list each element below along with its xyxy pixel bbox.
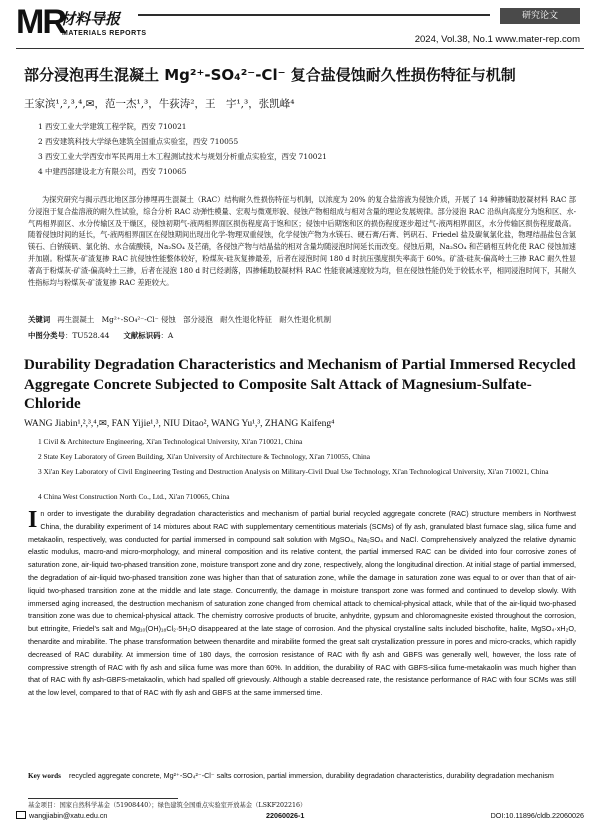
journal-name-en: MATERIALS REPORTS: [62, 30, 147, 37]
english-abstract-text: n order to investigate the durability degradation characteristics and mechanism of partial burial recycled aggregate concrete (RAC) structure members in Northwest China, the durability experiment of 14 mixtures about RAC with supplementary cementitious materials (SCMs) of fly ash, granulated blast furnace slag, silica fume and metakaolin, respectively, was conducted for partial immersed in compound salt solution with MgSO₄, Na₂SO₄ and NaCl. Comprehensively analyzed the relative dynamic elastic modulus, macro-and micro-morphology, and mineral composition and its relative content, the partial immersed RAC can be divided into four corrosive zones of saturation zone, air-liquid two-phased transition zone, moisture transport zone and dry zone, respectively, along the longitudinal direction. At initial stage of partial immersed, the degradation of air-liquid two-phased transition zone was higher than that of saturation zone, while the damage in saturation zone was equal to or over than that of air-liquid two-phased transition zone at the middle and late stage. Concurrently, the damage in moisture transport zone was formed and continued to develop slowly. With immersed aging increased, the destruction mechanism of saturation zone changed from chemical attack to chemical-physical attack, while that of the air-liquid two-phased transition zone was due to chemical-physical attack. The chemistry corrosive products of brucite, anhydrite, gypsum and chloromagnesite existed throughout the corrosion, but ettringite, Friedel's salt and Mg₁₀(OH)₁₈Cl₂·5H₂O disappeared at the late stage of corrosion. And the physical crystalline salts included bischofite, halite, MgSO₄·xH₂O, thenardite and mirabilite. The phase transformation between thenardite and mirabilite formed the great salt crystallization pressure in pores and micro-cracks, which rapidly decreased of RAC durability. At immersion time of 180 days, the corrosion resistance of RAC with fly ash and GBFS was generally well, however, the loss rate of compressive strength of RAC with fly ash and silica fume was more than 60%. In addition, the durability of RAC with GBFS-silica fume-metakaolin was much higher than that of RAC with fly ash-GBFS-metakaolin, which had spalled off grievously. Although a stable decreased rate, the resistance performance of RAC with four SCMs was still at the low level, compared to that of RAC with fly ash and GBFS at the same immersed time.: [28, 509, 576, 698]
chinese-abstract: 为探究研究与揭示西北地区部分掺埋再生混凝土（RAC）结构耐久性损伤特征与机制，以浓度为 20% 的复合盐溶液为侵蚀介质，开展了 14 种掺辅助胶凝材料 RAC 部分浸泡于复合盐溶液的耐久性试验，综合分析 RAC 动弹性模量、宏观与微观形貌、侵蚀产物相组成与相对含量的理论发展规律。部分浸泡 RAC 沿纵向高度分为饱和区、水-气两相界面区、水分传输区及干燥区，侵蚀初期气-液两相界面区损伤程度高于饱和区；侵蚀中后期饱和区的损伤程度逐步超过气-液两相界面区，水分传输区损伤程度最高。随着侵蚀时间的延长，气-液两相界面区在侵蚀期间出现出化学-物理双重侵蚀，化学侵蚀产物为水镁石、硬石膏/石膏、钙矾石、Friedel 盐及碳氧氯化盐，物理结晶盐包含氯镁石、白钠镁矾、氯化钠、水合硫酸镁，Na₂SO₄ 及芒硝，各侵蚀产物与结晶盐的相对含量均随浸泡时间延长而改变。侵蚀后期，Na₂SO₄ 和芒硝相互转化使 RAC 侵蚀加速并加剧。粉煤灰-矿渣复掺 RAC 抗侵蚀性能整体较好，粉煤灰-硅灰复掺最差，后者在浸泡时间 180 d 时抗压强度损失率高于 60%。矿渣-硅灰-偏高岭土三掺 RAC 耐久性显著高于粉煤灰-矿渣-偏高岭土三掺，后者在浸泡 180 d 时已经剥落，四掺辅助胶凝材料 RAC 性能衰减速度较为均，但在侵蚀性能仍处于较低水平，相同浸泡时间下，其耐久性指标均与粉煤灰-矿渣复掺 RAC 差距较大。: [28, 195, 576, 287]
english-keywords-text: recycled aggregate concrete, Mg²⁺-SO₄²⁻-Cl⁻ salts corrosion, partial immersion, durability degradation characteristics, durability degradation mechanism: [68, 771, 554, 780]
header-rule: [138, 14, 490, 16]
doc-code-label: 文献标识码: [123, 331, 161, 340]
english-affiliation-4: 4 China West Construction North Co., Ltd., Xi'an 710065, China: [38, 492, 230, 501]
chinese-affiliation-3: 3 西安工业大学西安市军民两用土木工程测试技术与规划分析重点实验室，西安 710021: [38, 152, 327, 161]
chinese-affiliation-2: 2 西安建筑科技大学绿色建筑全国重点实验室，西安 710055: [38, 137, 239, 146]
english-keywords-label: Key words: [28, 772, 61, 780]
issue-info: 2024, Vol.38, No.1 www.mater-rep.com: [414, 34, 580, 45]
clc-value: TU528.44: [72, 331, 110, 340]
abstract-dropcap: I: [28, 507, 38, 533]
doc-code-value: A: [167, 331, 174, 340]
journal-name-cn: 材料导报: [60, 10, 121, 28]
author-email-text[interactable]: wangjiabin@xatu.edu.cn: [29, 811, 108, 820]
english-affiliation-2: 2 State Key Laboratory of Green Building, Xi'an University of Architecture & Technology, Xi'an 710055, China: [38, 452, 370, 461]
doi[interactable]: DOI:10.11896/cldb.22060026: [490, 811, 584, 820]
journal-logo-mark: MR: [16, 3, 65, 41]
chinese-keywords-text: 再生混凝土 Mg²⁺-SO₄²⁻-Cl⁻ 侵蚀 部分浸泡 耐久性退化特征 耐久性退化机制: [57, 315, 331, 324]
chinese-title: 部分浸泡再生混凝土 Mg²⁺-SO₄²⁻-Cl⁻ 复合盐侵蚀耐久性损伤特征与机制: [24, 66, 516, 84]
english-authors: WANG Jiabin¹,²,³,⁴,✉, FAN Yijie¹,³, NIU Ditao², WANG Yu¹,³, ZHANG Kaifeng⁴: [24, 419, 335, 429]
page-number: 22060026-1: [266, 811, 305, 820]
english-keywords: [28, 770, 576, 782]
chinese-affiliation-1: 1 西安工业大学建筑工程学院，西安 710021: [38, 122, 187, 131]
funding-cn: 基金项目：国家自然科学基金（51908440）；绿色建筑全国重点实验室开放基金（LSKF202216）: [28, 802, 307, 809]
chinese-keywords: [28, 314, 576, 326]
section-badge: 研究论文: [500, 8, 580, 24]
chinese-authors: 王家滨¹,²,³,⁴,✉，范一杰¹,³，牛荻涛²，王 宇¹,³，张凯峰⁴: [24, 98, 295, 110]
classification-row: 中图分类号：TU528.44 文献标识码：A: [28, 331, 174, 340]
envelope-icon: [16, 811, 26, 819]
header-divider: [16, 48, 584, 49]
clc-label: 中图分类号: [28, 331, 65, 340]
english-abstract: [28, 508, 576, 700]
english-affiliation-1: 1 Civil & Architecture Engineering, Xi'an Technological University, Xi'an 710021, China: [38, 437, 303, 446]
author-email: [16, 811, 107, 820]
page-footer: [16, 811, 584, 820]
english-title: Durability Degradation Characteristics and Mechanism of Partial Immersed Recycled Aggregate Concrete Subjected to Composite Salt Attack of Magnesium-Sulfate-Chloride: [24, 357, 576, 412]
chinese-affiliation-4: 4 中建西部建设北方有限公司，西安 710065: [38, 167, 187, 176]
english-affiliation-3: 3 Xi'an Key Laboratory of Civil Engineering Testing and Destruction Analysis on Military-Civil Dual Use Technology, Xi'an Technological University, Xi'an 710021, China: [38, 467, 549, 476]
chinese-keywords-label: 关键词: [28, 315, 51, 324]
footnote-rule: [28, 798, 178, 799]
